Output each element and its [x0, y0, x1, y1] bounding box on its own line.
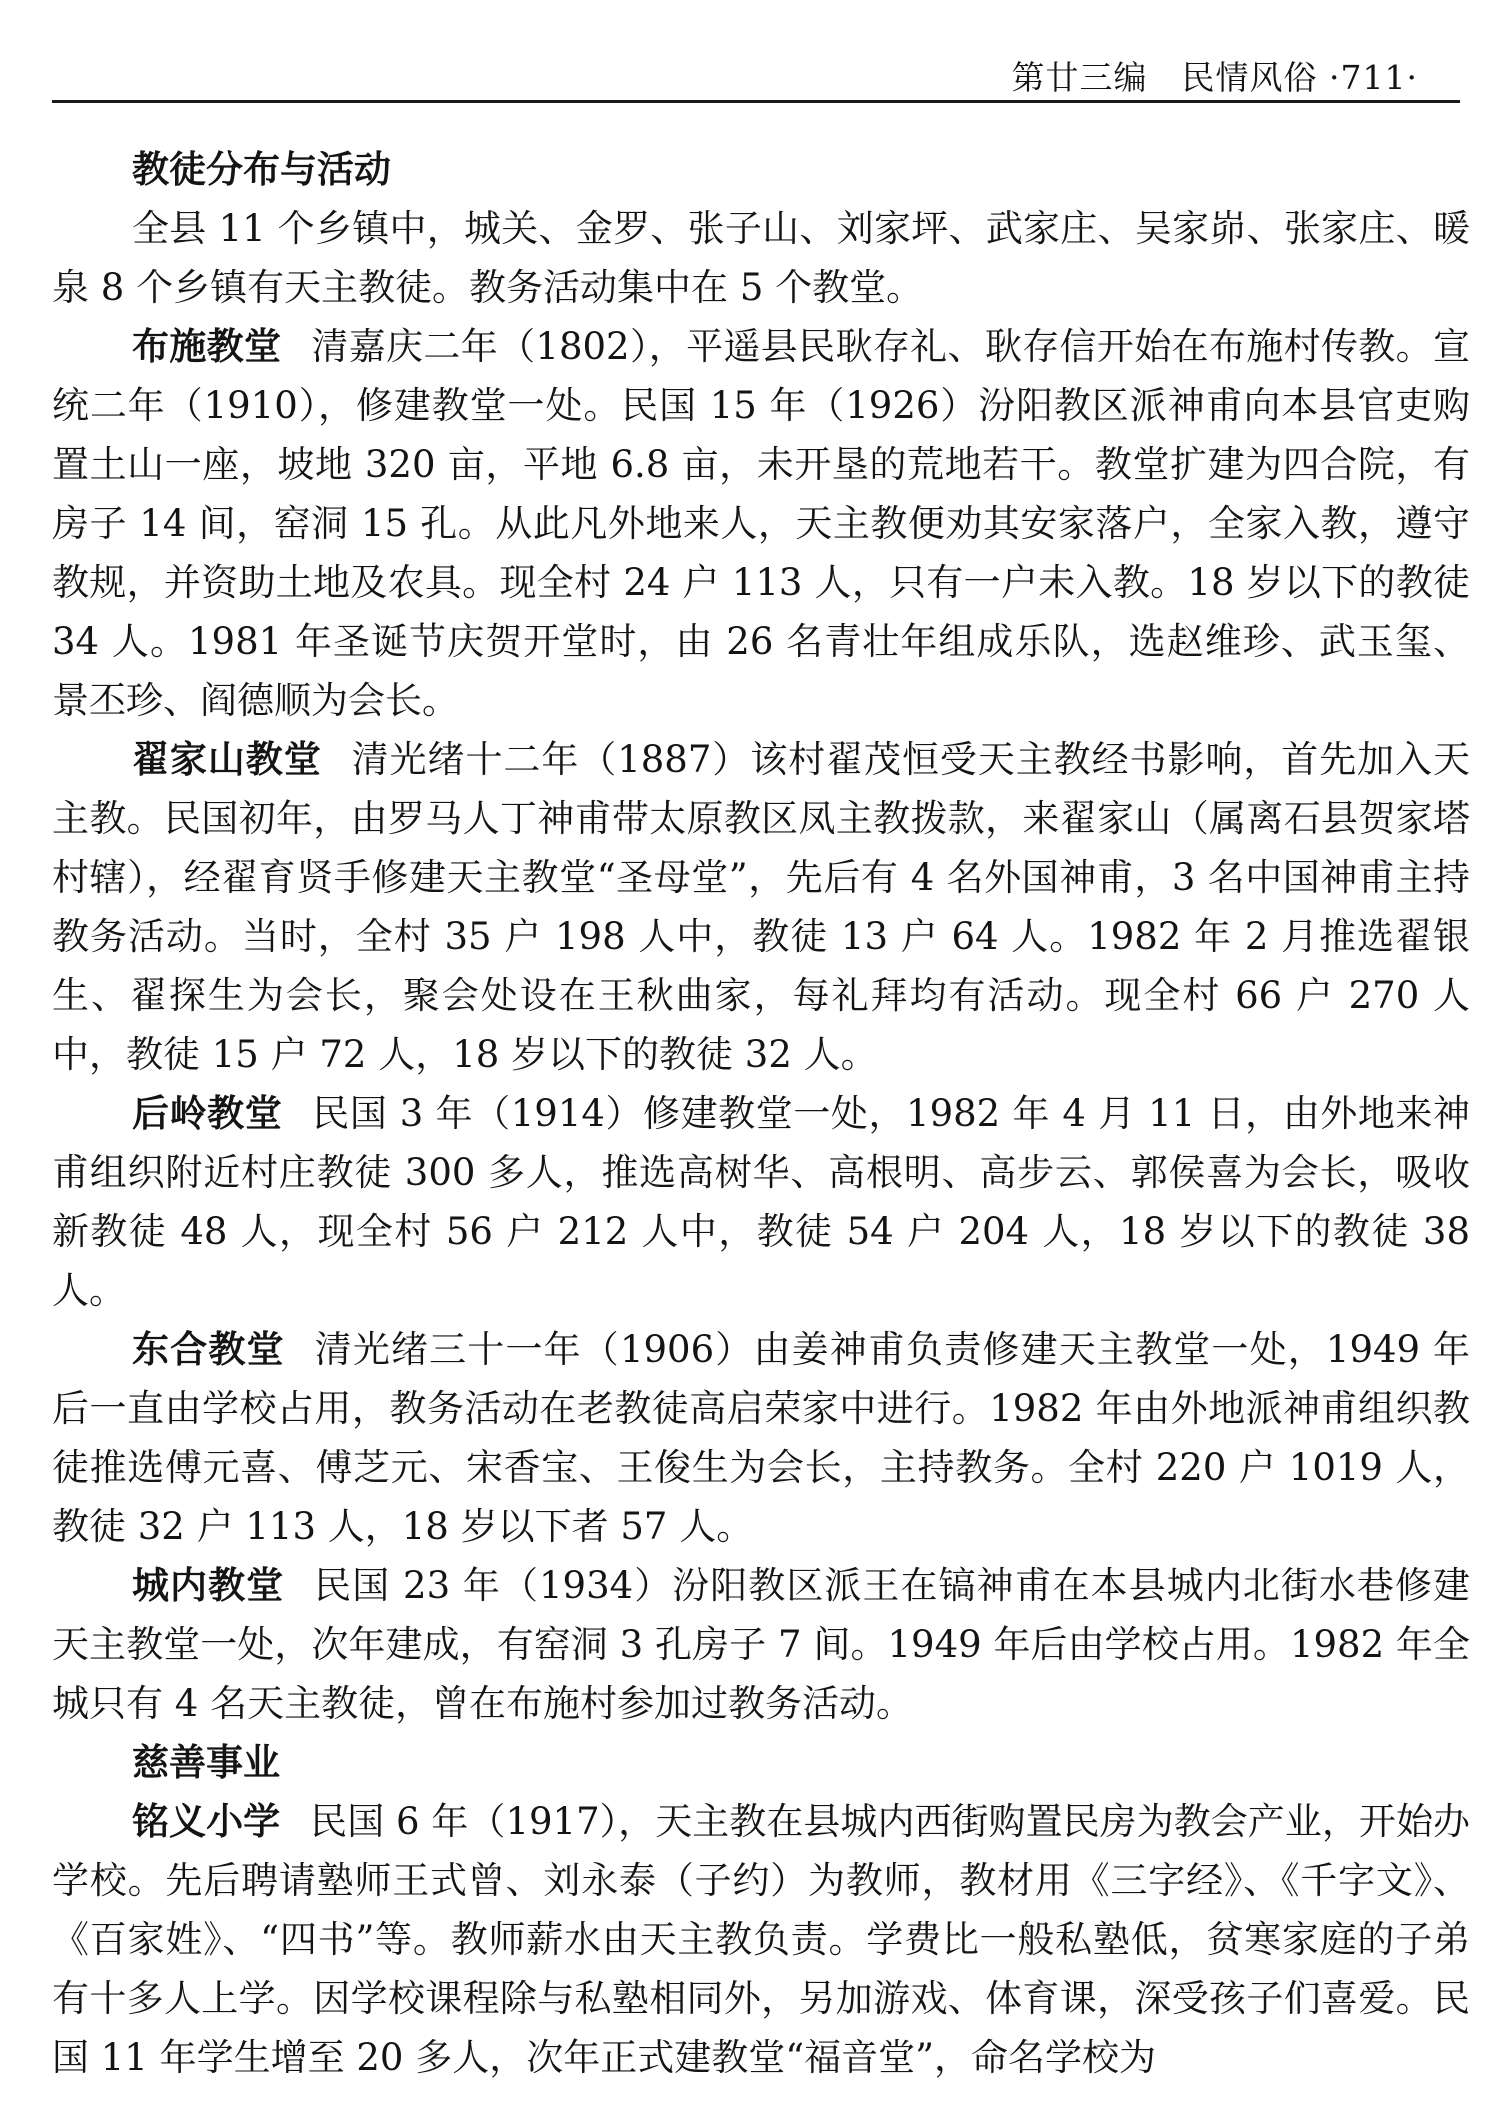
section-heading: 慈善事业 — [132, 1741, 280, 1784]
entry-text: 民国 6 年（1917），天主教在县城内西街购置民房为教会产业，开始办学校。先后聘请塾师王式曾、刘永泰（子约）为教师，教材用《三字经》、《千字文》、《百家姓》、“四书”等。教师薪水由天主教负责。学费比一般私塾低，贫寒家庭的子弟有十多人上学。因学校课程除与私塾相同外，另加游戏、体育课，深受孩子们喜爱。民国 11 年学生增至 20 多人，次年正式建教堂“福音堂”，命名学校为 — [52, 1800, 1470, 2079]
entry-term: 翟家山教堂 — [132, 738, 322, 781]
entry-term: 东合教堂 — [132, 1328, 285, 1371]
entry-text: 清嘉庆二年（1802），平遥县民耿存礼、耿存信开始在布施村传教。宣统二年（1910），修建教堂一处。民国 15 年（1926）汾阳教区派神甫向本县官吏购置土山一座，坡地 320 亩，平地 6.8 亩，未开垦的荒地若干。教堂扩建为四合院，有房子 14 间，窑洞 15 孔。从此凡外地来人，天主教便劝其安家落户，全家入教，遵守教规，并资助土地及农具。现全村 24 户 113 人，只有一户未入教。18 岁以下的教徒 34 人。1981 年圣诞节庆贺开堂时，由 26 名青壮年组成乐队，选赵维珍、武玉玺、景丕珍、阎德顺为会长。 — [52, 325, 1470, 722]
entry-term: 铭义小学 — [132, 1800, 281, 1843]
entry-text: 清光绪三十一年（1906）由姜神甫负责修建天主教堂一处，1949 年后一直由学校占用，教务活动在老教徒高启荣家中进行。1982 年由外地派神甫组织教徒推选傅元喜、傅芝元、宋香宝、王俊生为会长，主持教务。全村 220 户 1019 人，教徒 32 户 113 人，18 岁以下者 57 人。 — [52, 1328, 1470, 1548]
page-header — [52, 38, 1460, 103]
paragraph: 全县 11 个乡镇中，城关、金罗、张子山、刘家坪、武家庄、吴家峁、张家庄、暖泉 8 个乡镇有天主教徒。教务活动集中在 5 个教堂。 — [52, 207, 1470, 309]
paragraph — [52, 1320, 1470, 1556]
entry-text: 民国 23 年（1934）汾阳教区派王在镐神甫在本县城内北街水巷修建天主教堂一处，次年建成，有窑洞 3 孔房子 7 间。1949 年后由学校占用。1982 年全城只有 4 名天主教徒，曾在布施村参加过教务活动。 — [52, 1564, 1471, 1725]
entry-text: 民国 3 年（1914）修建教堂一处，1982 年 4 月 11 日，由外地来神甫组织附近村庄教徒 300 多人，推选高树华、高根明、高步云、郭侯喜为会长，吸收新教徒 48 人，现全村 56 户 212 人中，教徒 54 户 204 人，18 岁以下的教徒 38 人。 — [52, 1092, 1470, 1312]
entry-term: 布施教堂 — [132, 325, 282, 368]
paragraph — [52, 317, 1470, 730]
paragraph — [52, 1556, 1470, 1733]
paragraph — [52, 1792, 1470, 2087]
page-body — [52, 140, 1470, 2087]
paragraph — [52, 730, 1470, 1084]
entry-text: 清光绪十二年（1887）该村翟茂恒受天主教经书影响，首先加入天主教。民国初年，由罗马人丁神甫带太原教区凤主教拨款，来翟家山（属离石县贺家塔村辖），经翟育贤手修建天主教堂“圣母堂”，先后有 4 名外国神甫，3 名中国神甫主持教务活动。当时，全村 35 户 198 人中，教徒 13 户 64 人。1982 年 2 月推选翟银生、翟探生为会长，聚会处设在王秋曲家，每礼拜均有活动。现全村 66 户 270 人中，教徒 15 户 72 人，18 岁以下的教徒 32 人。 — [52, 738, 1470, 1076]
section-heading: 教徒分布与活动 — [132, 148, 391, 191]
entry-term: 后岭教堂 — [132, 1092, 283, 1135]
running-header: 第廿三编 民情风俗 ·711· — [1011, 58, 1418, 97]
entry-term: 城内教堂 — [132, 1564, 285, 1607]
paragraph — [52, 1084, 1470, 1320]
